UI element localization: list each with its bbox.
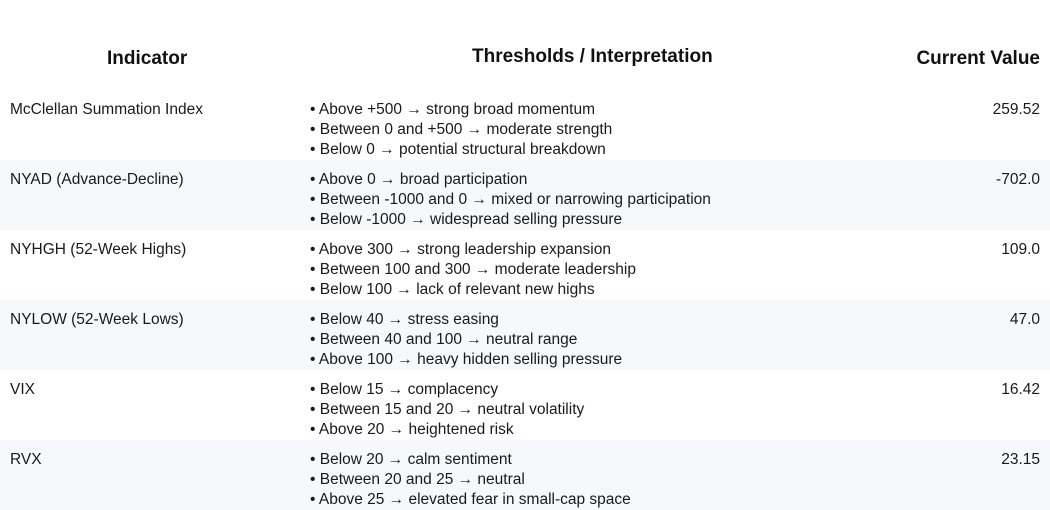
table-row — [0, 230, 1050, 300]
threshold-list — [310, 100, 612, 160]
threshold-item: • Between 0 and +500 → moderate strength — [310, 121, 613, 138]
threshold-list — [310, 380, 584, 440]
table-body — [0, 90, 1050, 510]
threshold-item: • Above 300 → strong leadership expansion — [310, 241, 611, 258]
threshold-item: • Below 15 → complacency — [310, 381, 499, 398]
current-value: 109.0 — [1001, 241, 1040, 258]
threshold-item: • Above 25 → elevated fear in small-cap space — [310, 491, 631, 508]
threshold-item: • Between 100 and 300 → moderate leadership — [310, 261, 636, 278]
threshold-list — [310, 170, 711, 230]
threshold-item: • Above 20 → heightened risk — [310, 421, 514, 438]
indicator-name: RVX — [10, 451, 42, 468]
threshold-item: • Above +500 → strong broad momentum — [310, 101, 596, 118]
threshold-list — [310, 310, 622, 370]
indicator-name: NYHGH (52-Week Highs) — [10, 241, 187, 258]
threshold-item: • Below -1000 → widespread selling pressure — [310, 211, 623, 228]
threshold-item: • Below 0 → potential structural breakdown — [310, 141, 606, 158]
threshold-item: • Below 40 → stress easing — [310, 311, 499, 328]
table-row — [0, 160, 1050, 230]
header-thresholds: Thresholds / Interpretation — [472, 46, 713, 67]
current-value: 16.42 — [1001, 381, 1040, 398]
header-current-value: Current Value — [916, 48, 1040, 69]
threshold-item: • Between 20 and 25 → neutral — [310, 471, 525, 488]
current-value: 23.15 — [1001, 451, 1040, 468]
threshold-item: • Below 20 → calm sentiment — [310, 451, 512, 468]
indicator-name: McClellan Summation Index — [10, 101, 203, 118]
table-row — [0, 90, 1050, 160]
threshold-list — [310, 450, 631, 510]
current-value: 47.0 — [1009, 311, 1040, 328]
indicator-name: VIX — [10, 381, 35, 398]
current-value: -702.0 — [996, 171, 1040, 188]
indicator-name: NYAD (Advance-Decline) — [10, 171, 184, 188]
header-indicator: Indicator — [107, 48, 188, 69]
threshold-item: • Above 0 → broad participation — [310, 171, 528, 188]
table-row — [0, 440, 1050, 510]
threshold-item: • Above 100 → heavy hidden selling pressure — [310, 351, 623, 368]
table-row — [0, 370, 1050, 440]
threshold-item: • Below 100 → lack of relevant new highs — [310, 281, 595, 298]
threshold-item: • Between -1000 and 0 → mixed or narrowing participation — [310, 191, 711, 208]
indicator-name: NYLOW (52-Week Lows) — [10, 311, 184, 328]
threshold-list — [310, 240, 636, 300]
current-value: 259.52 — [992, 101, 1040, 118]
threshold-item: • Between 15 and 20 → neutral volatility — [310, 401, 585, 418]
threshold-item: • Between 40 and 100 → neutral range — [310, 331, 578, 348]
table-row — [0, 300, 1050, 370]
table-header — [0, 0, 1050, 88]
